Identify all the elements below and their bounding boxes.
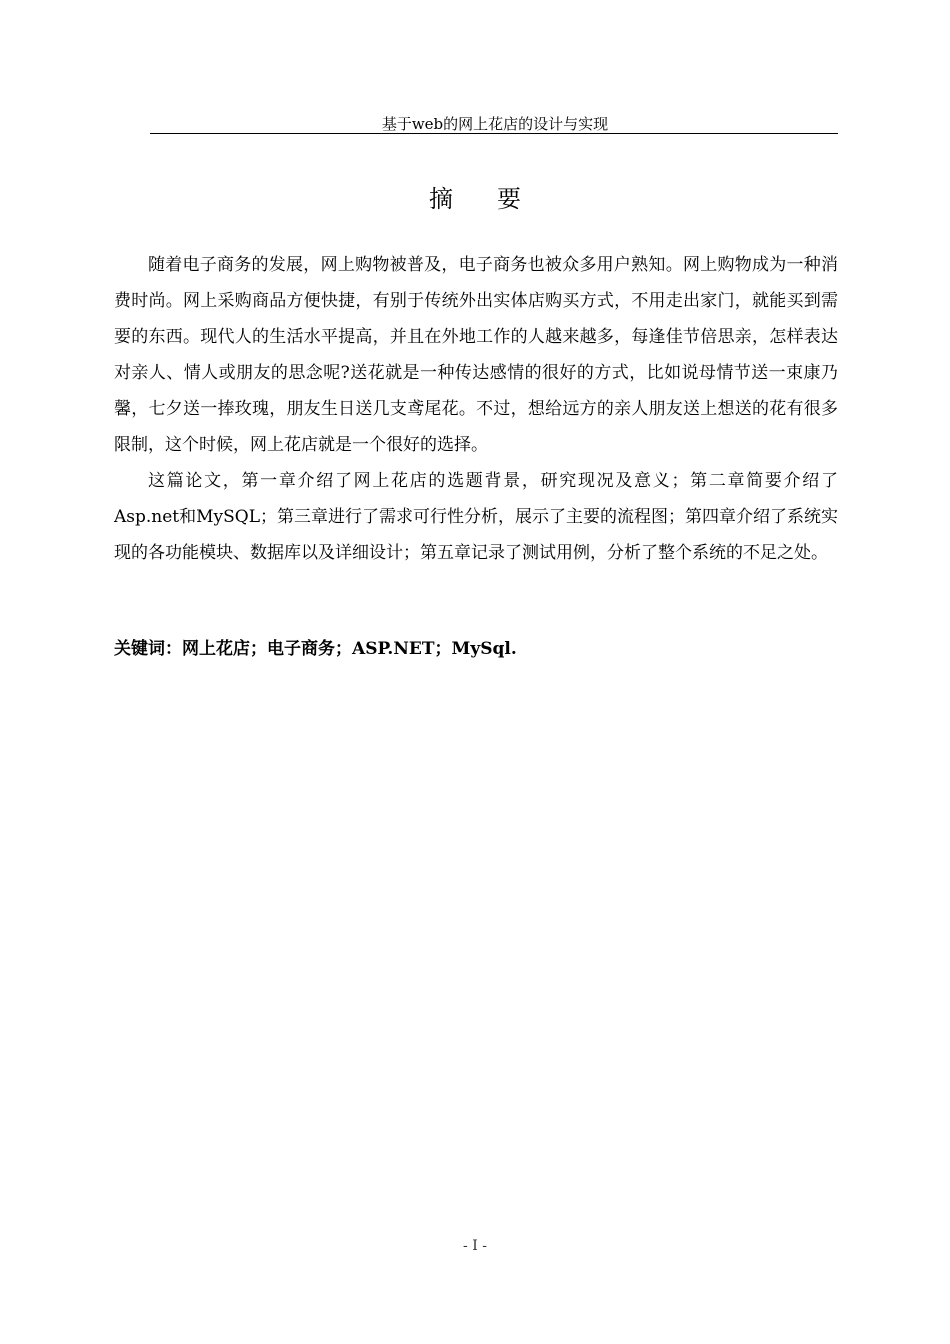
page-number: - I - xyxy=(463,1238,487,1254)
header-divider xyxy=(150,133,838,134)
abstract-title: 摘要 xyxy=(429,185,565,213)
abstract-body xyxy=(114,247,838,571)
running-header: 基于web的网上花店的设计与实现 xyxy=(381,115,609,133)
keywords-line: 关键词：网上花店；电子商务；ASP.NET；MySql. xyxy=(114,639,517,659)
abstract-paragraph-2: 这篇论文，第一章介绍了网上花店的选题背景，研究现况及意义；第二章简要介绍了Asp.net和MySQL；第三章进行了需求可行性分析，展示了主要的流程图；第四章介绍了系统实现的各功能模块、数据库以及详细设计；第五章记录了测试用例，分析了整个系统的不足之处。 xyxy=(114,471,839,563)
abstract-paragraph-1: 随着电子商务的发展，网上购物被普及，电子商务也被众多用户熟知。网上购物成为一种消费时尚。网上采购商品方便快捷，有别于传统外出实体店购买方式，不用走出家门，就能买到需要的东西。现代人的生活水平提高，并且在外地工作的人越来越多，每逢佳节倍思亲，怎样表达对亲人、情人或朋友的思念呢?送花就是一种传达感情的很好的方式，比如说母情节送一束康乃馨，七夕送一捧玫瑰，朋友生日送几支鸢尾花。不过，想给远方的亲人朋友送上想送的花有很多限制，这个时候，网上花店就是一个很好的选择。 xyxy=(114,255,838,455)
